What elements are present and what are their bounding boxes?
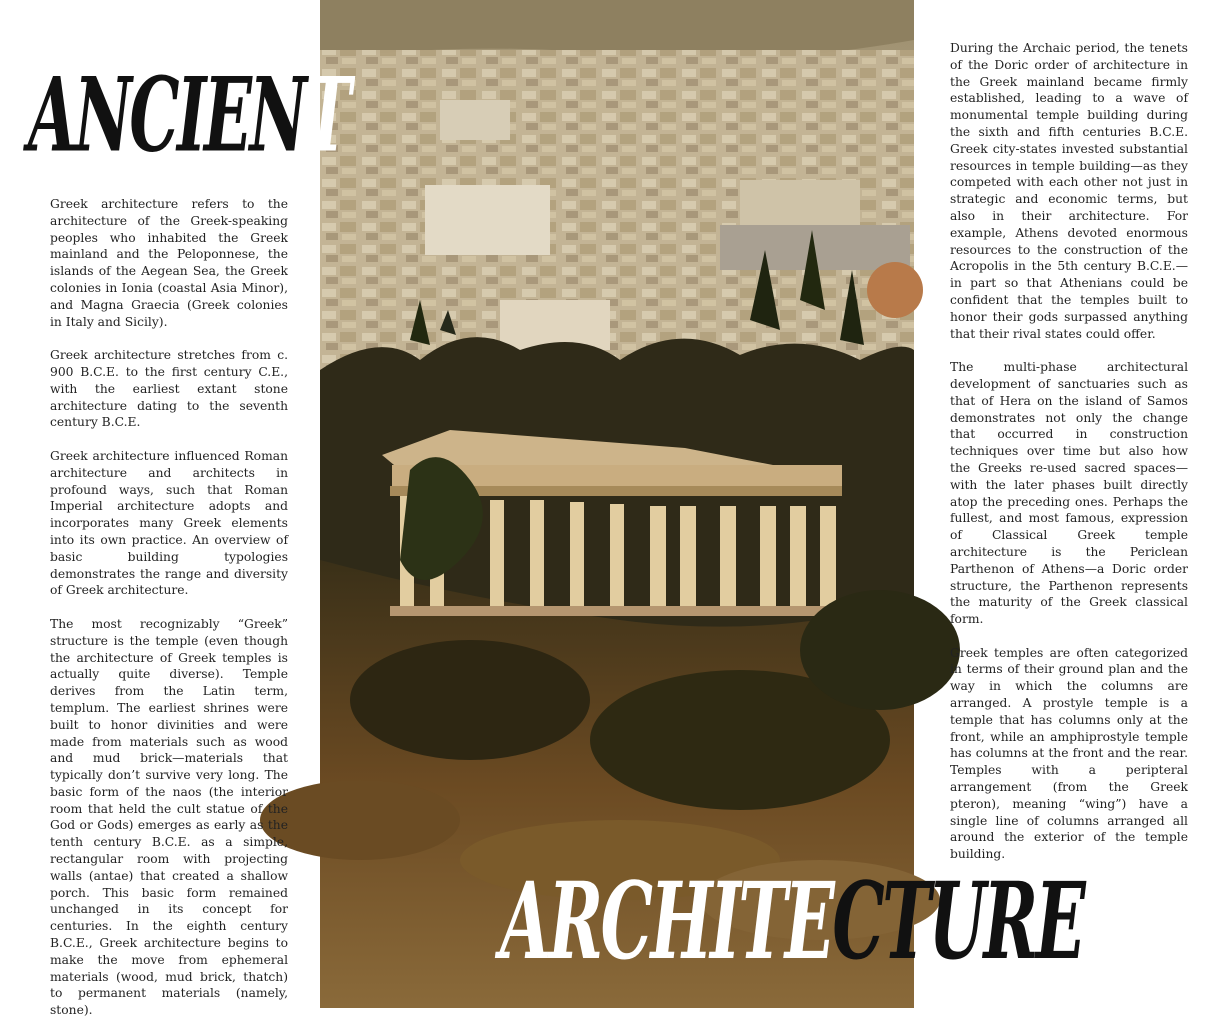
left-text-column <box>50 196 288 1036</box>
paragraph: The most recognizably “Greek” structure is the temple (even though the architecture of Greek temples is actually quite diverse). Temple derives from the Latin term, templum. The earliest shrines were built to honor divinities and were made from materials such as wood and mud brick—materials that typically don’t survive very long. The basic form of the naos (the interior room that held the cult statue of the God or Gods) emerges as early as the tenth century B.C.E. as a simple, rectangular room with projecting walls (antae) that created a shallow porch. This basic form remained unchanged in its concept for centuries. In the eighth century B.C.E., Greek architecture begins to make the move from ephemeral materials (wood, mud brick, thatch) to permanent materials (namely, stone). <box>50 616 288 1018</box>
paragraph: Greek temples are often categorized in terms of their ground plan and the way in which the columns are arranged. A prostyle temple is a temple that has columns only at the front, while an amphiprostyle temple has columns at the front and the rear. Temples with a peripteral arrangement (from the Greek pteron), meaning “wing”) have a single line of columns arranged all around the exterior of the temple building. <box>950 645 1188 862</box>
headline-ancient <box>28 54 349 176</box>
headline-ancient-dark: ANCIEN <box>28 54 305 176</box>
paragraph: Greek architecture influenced Roman architecture and architects in profound ways, such that Roman Imperial architecture adopts and incorporates many Greek elements into its own practice. An overview of basic building typologies demonstrates the range and diversity of Greek architecture. <box>50 448 288 598</box>
headline-architecture-dark: CTURE <box>832 858 1084 983</box>
paragraph: The multi-phase architectural development of sanctuaries such as that of Hera on the island of Samos demonstrates not only the change that occurred in construction techniques over time but also how the Greeks re-used sacred spaces—with the later phases built directly atop the preceding ones. Perhaps the fullest, and most famous, expression of Classical Greek temple architecture is the Periclean Parthenon of Athens—a Doric order structure, the Parthenon represents the maturity of the Greek classical form. <box>950 360 1188 627</box>
paragraph: Greek architecture refers to the architecture of the Greek-speaking peoples who inhabited the Greek mainland and the Peloponnese, the islands of the Aegean Sea, the Greek colonies in Ionia (coastal Asia Minor), and Magna Graecia (Greek colonies in Italy and Sicily). <box>50 197 288 329</box>
paragraph: During the Archaic period, the tenets of the Doric order of architecture in the Greek mainland became firmly established, leading to a wave of monumental temple building during the sixth and fifth centuries B.C.E. Greek city-states invested substantial resources in temple building—as they competed with each other not just in strategic and economic terms, but also in their architecture. For example, Athens devoted enormous resources to the construction of the Acropolis in the 5th century B.C.E.—in part so that Athenians could be confident that the temples built to honor their gods surpassed anything that their rival states could offer. <box>950 41 1188 341</box>
headline-architecture <box>500 858 1084 983</box>
paragraph: Greek architecture stretches from c. 900 B.C.E. to the first century C.E., with the earliest extant stone architecture dating to the seventh century B.C.E. <box>50 348 288 430</box>
headline-ancient-light: T <box>304 54 349 176</box>
temple-photo <box>320 0 914 1008</box>
right-text-column <box>950 40 1188 880</box>
headline-architecture-light: ARCHITE <box>500 858 833 983</box>
